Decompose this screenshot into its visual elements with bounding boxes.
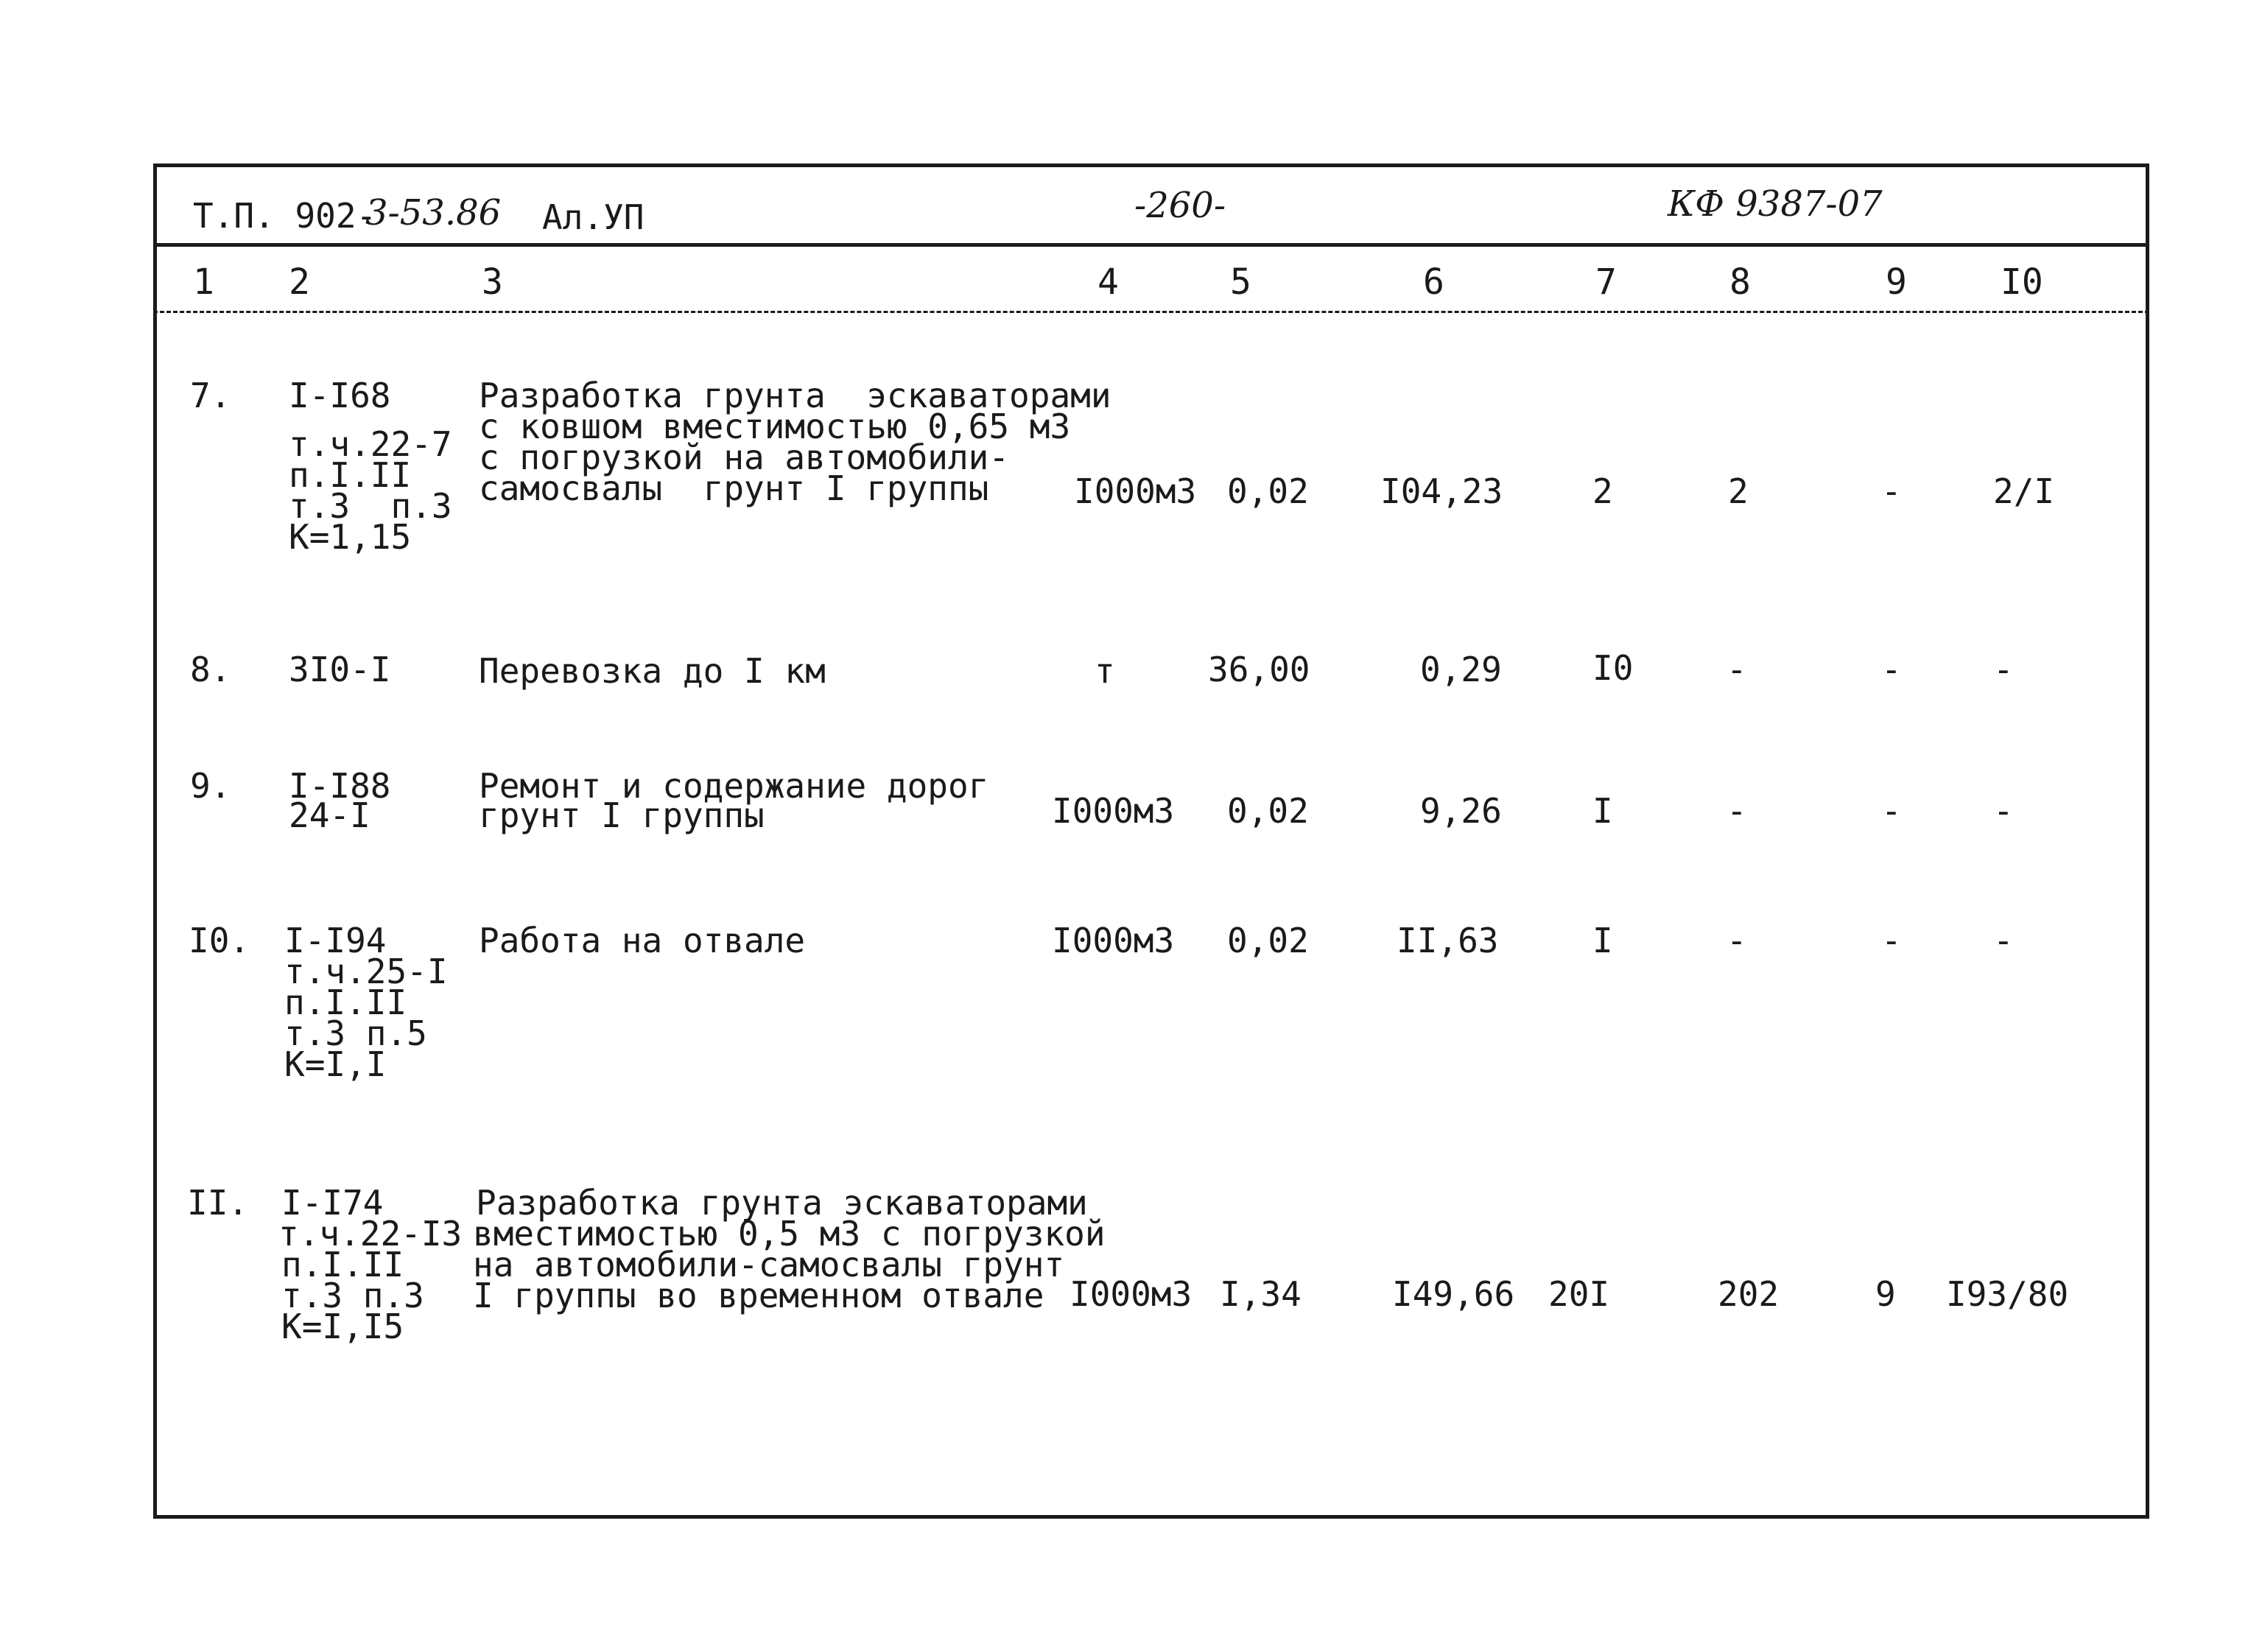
unit: I000м3 bbox=[1069, 1274, 1193, 1314]
work-description: Работа на отвале bbox=[479, 921, 806, 960]
quantity: 0,02 bbox=[1227, 921, 1309, 960]
column-8-value: - bbox=[1727, 791, 1747, 831]
work-description: вместимостью 0,5 м3 с погрузкой bbox=[473, 1214, 1106, 1254]
normative-code: I-I74 bbox=[281, 1183, 384, 1223]
work-description: Разработка грунта эскаваторами bbox=[479, 376, 1111, 415]
column-number-10: I0 bbox=[2001, 261, 2043, 303]
column-9-value: - bbox=[1881, 791, 1902, 831]
normative-code: К=I,I5 bbox=[281, 1307, 404, 1346]
normative-code: 24-I bbox=[289, 795, 370, 835]
doc-prefix: Т.П. 902- bbox=[193, 196, 377, 236]
work-description: Разработка грунта эскаваторами bbox=[476, 1183, 1088, 1223]
row-number: 8. bbox=[190, 650, 231, 689]
column-number-6: 6 bbox=[1423, 261, 1444, 303]
column-9-value: - bbox=[1881, 471, 1902, 511]
normative-code: п.I.II bbox=[284, 983, 407, 1022]
unit: I000м3 bbox=[1052, 791, 1175, 831]
column-9-value: - bbox=[1881, 921, 1902, 960]
column-number-1: 1 bbox=[193, 261, 214, 303]
page-number: -260- bbox=[1134, 185, 1226, 226]
work-description: грунт I группы bbox=[479, 795, 765, 835]
column-7-value: I bbox=[1592, 791, 1613, 831]
column-number-2: 2 bbox=[289, 261, 310, 303]
column-7-value: 2 bbox=[1592, 471, 1613, 511]
column-7-value: 20I bbox=[1548, 1274, 1610, 1314]
normative-code: I-I68 bbox=[289, 376, 391, 415]
work-description: с погрузкой на автомобили- bbox=[479, 437, 1010, 477]
column-10-value: 2/I bbox=[1993, 471, 2055, 511]
column-8-value: 202 bbox=[1718, 1274, 1780, 1314]
column-10-value: - bbox=[1993, 650, 2014, 689]
column-9-value: 9 bbox=[1875, 1274, 1896, 1314]
table-frame bbox=[153, 164, 2149, 1519]
quantity: 36,00 bbox=[1208, 650, 1310, 689]
unit: I000м3 bbox=[1052, 921, 1175, 960]
normative-code: т.3 п.5 bbox=[284, 1013, 427, 1053]
normative-code: I-I88 bbox=[289, 766, 391, 806]
column-number-9: 9 bbox=[1886, 261, 1907, 303]
row-number: I0. bbox=[189, 921, 250, 960]
quantity: I,34 bbox=[1220, 1274, 1302, 1314]
normative-code: т.ч.25-I bbox=[284, 952, 448, 991]
unit-price: 0,29 bbox=[1420, 650, 1502, 689]
column-number-4: 4 bbox=[1097, 261, 1119, 303]
normative-code: т.3 п.3 bbox=[289, 486, 452, 526]
column-number-5: 5 bbox=[1230, 261, 1251, 303]
doc-series-handwritten: 3-53.86 bbox=[365, 192, 502, 233]
column-7-value: I bbox=[1592, 921, 1613, 960]
document-code: КФ 9387-07 bbox=[1668, 183, 1883, 225]
normative-code: п.I.II bbox=[281, 1245, 404, 1284]
normative-code: т.ч.22-7 bbox=[289, 424, 452, 464]
unit: I000м3 bbox=[1074, 471, 1197, 511]
work-description: Ремонт и содержание дорог bbox=[479, 766, 989, 806]
column-8-value: - bbox=[1727, 650, 1747, 689]
work-description: на автомобили-самосвалы грунт bbox=[473, 1245, 1065, 1284]
column-10-value: - bbox=[1993, 791, 2014, 831]
row-number: 7. bbox=[190, 376, 231, 415]
column-10-value: I93/80 bbox=[1946, 1274, 2069, 1314]
column-9-value: - bbox=[1881, 650, 1902, 689]
normative-code: К=1,15 bbox=[289, 517, 412, 557]
work-description: Перевозка до I км bbox=[479, 651, 826, 691]
normative-code: К=I,I bbox=[284, 1044, 387, 1084]
unit-price: II,63 bbox=[1397, 921, 1499, 960]
column-number-7: 7 bbox=[1595, 261, 1617, 303]
header-divider bbox=[153, 243, 2149, 247]
normative-code: 3I0-I bbox=[289, 650, 391, 689]
column-8-value: - bbox=[1727, 921, 1747, 960]
normative-code: I-I94 bbox=[284, 921, 387, 960]
row-number: II. bbox=[187, 1183, 249, 1223]
column-8-value: 2 bbox=[1728, 471, 1749, 511]
column-header-divider bbox=[153, 311, 2149, 313]
unit: т bbox=[1095, 651, 1115, 691]
column-number-8: 8 bbox=[1729, 261, 1751, 303]
column-7-value: I0 bbox=[1592, 648, 1634, 688]
unit-price: 9,26 bbox=[1420, 791, 1502, 831]
normative-code: т.3 п.3 bbox=[281, 1276, 424, 1315]
column-number-3: 3 bbox=[482, 261, 503, 303]
quantity: 0,02 bbox=[1227, 471, 1309, 511]
doc-suffix: Ал.УП bbox=[542, 197, 644, 237]
normative-code: п.I.II bbox=[289, 455, 412, 495]
unit-price: I49,66 bbox=[1392, 1274, 1515, 1314]
work-description: I группы во временном отвале bbox=[473, 1276, 1044, 1315]
quantity: 0,02 bbox=[1227, 791, 1309, 831]
column-10-value: - bbox=[1993, 921, 2014, 960]
row-number: 9. bbox=[190, 766, 231, 806]
normative-code: т.ч.22-I3 bbox=[278, 1214, 463, 1254]
work-description: с ковшом вместимостью 0,65 м3 bbox=[479, 407, 1071, 446]
work-description: самосвалы грунт I группы bbox=[479, 468, 989, 508]
unit-price: I04,23 bbox=[1380, 471, 1503, 511]
